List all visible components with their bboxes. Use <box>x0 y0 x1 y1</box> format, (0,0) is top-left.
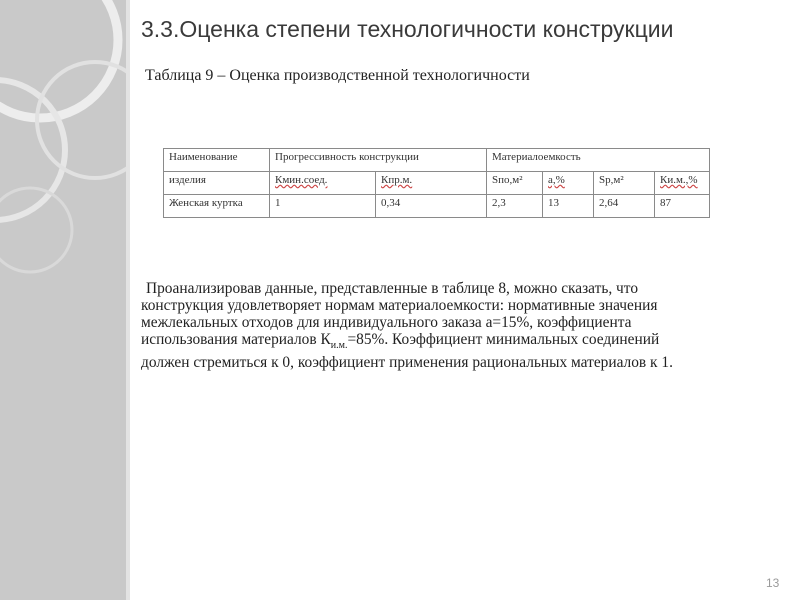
slide-title: 3.3.Оценка степени технологичности конструкции <box>141 16 674 42</box>
subheader-label: Кмин.соед. <box>275 174 328 186</box>
slide-number: 13 <box>766 576 780 590</box>
table-subheader-cell: Sр,м² <box>594 172 655 195</box>
table-subheader-cell: Sпо,м² <box>487 172 543 195</box>
technology-assessment-table <box>163 148 710 218</box>
table-subheader-cell <box>376 172 487 195</box>
paragraph-line: Проанализировав данные, представленные в таблице 8, можно сказать, что <box>146 280 639 297</box>
table-subheader-cell <box>543 172 594 195</box>
table-cell: 2,3 <box>487 195 543 218</box>
sidebar-circles-graphic <box>0 0 126 600</box>
table-cell: Женская куртка <box>164 195 270 218</box>
subheader-label: Кпр.м. <box>381 174 413 186</box>
subheader-label: а,% <box>548 174 565 186</box>
table-row <box>164 195 710 218</box>
subscript-text: и.м. <box>330 340 348 352</box>
analysis-paragraph <box>141 280 771 371</box>
table-caption: Таблица 9 – Оценка производственной технологичности <box>145 67 530 84</box>
paragraph-text: =85%. Коэффициент минимальных соединений <box>347 331 660 348</box>
table-cell: 13 <box>543 195 594 218</box>
table-header-cell: Материалоемкость <box>487 149 710 172</box>
paragraph-line: межлекальных отходов для индивидуального заказа а=15%, коэффициента <box>141 314 632 331</box>
paragraph-text: использования материалов К <box>141 331 331 348</box>
table-header-cell: изделия <box>164 172 270 195</box>
table-cell: 2,64 <box>594 195 655 218</box>
sidebar-divider <box>126 0 130 600</box>
table-subheader-row <box>164 172 710 195</box>
table-subheader-cell <box>270 172 376 195</box>
decorative-sidebar <box>0 0 126 600</box>
table-header-cell: Прогрессивность конструкции <box>270 149 487 172</box>
table-cell: 1 <box>270 195 376 218</box>
paragraph-line: должен стремиться к 0, коэффициент применения рациональных материалов к 1. <box>141 354 673 372</box>
paragraph-line: конструкция удовлетворяет нормам материалоемкости: нормативные значения <box>141 297 658 314</box>
subheader-label: Ки.м.,% <box>660 174 698 186</box>
table-subheader-cell <box>655 172 710 195</box>
table-cell: 0,34 <box>376 195 487 218</box>
table-header-row <box>164 149 710 172</box>
paragraph-line <box>141 331 771 354</box>
table-cell: 87 <box>655 195 710 218</box>
table-header-cell: Наименование <box>164 149 270 172</box>
